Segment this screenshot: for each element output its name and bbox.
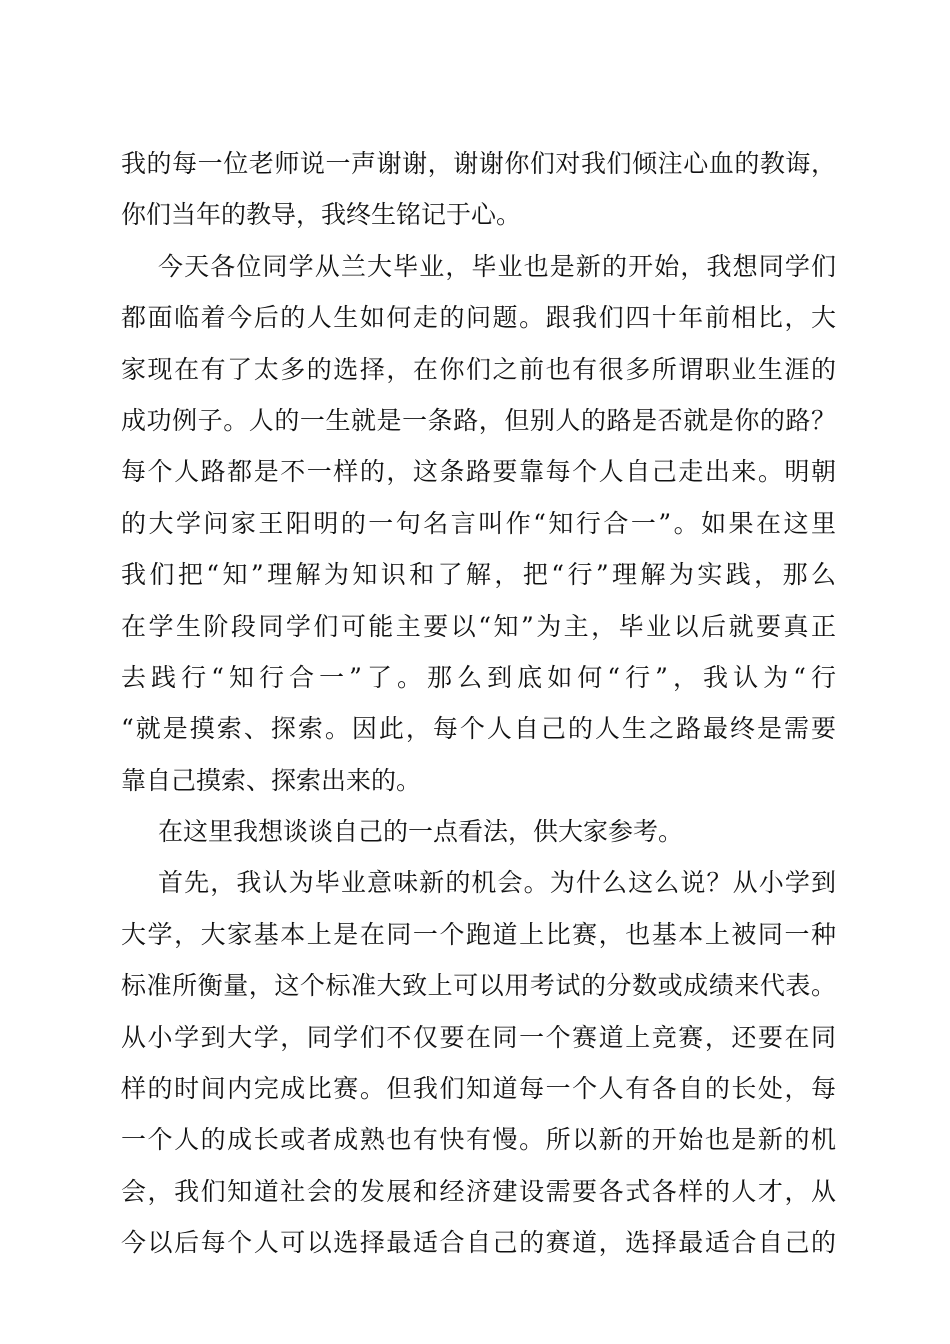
body-text <box>121 138 836 1269</box>
text-line: 成功例子。人的一生就是一条路，但别人的路是否就是你的路？ <box>121 405 836 435</box>
text-line: 标准所衡量，这个标准大致上可以用考试的分数或成绩来代表。 <box>121 971 836 1001</box>
text-line: 我们把“知”理解为知识和了解，把“行”理解为实践，那么 <box>121 560 836 590</box>
text-line: 今以后每个人可以选择最适合自己的赛道，选择最适合自己的 <box>121 1228 836 1258</box>
text-line: 去践行“知行合一”了。那么到底如何“行”，我认为“行 <box>121 662 836 692</box>
text-line: 我的每一位老师说一声谢谢，谢谢你们对我们倾注心血的教诲， <box>121 149 836 178</box>
text-line: 大学，大家基本上是在同一个跑道上比赛，也基本上被同一种 <box>121 919 836 949</box>
text-line: 每个人路都是不一样的，这条路要靠每个人自己走出来。明朝 <box>121 457 836 487</box>
paragraph-first-line: 首先，我认为毕业意味新的机会。为什么这么说？从小学到 <box>158 868 836 898</box>
text-line: 在学生阶段同学们可能主要以“知”为主，毕业以后就要真正 <box>121 611 836 641</box>
text-line: 的大学问家王阳明的一句名言叫作“知行合一”。如果在这里 <box>121 508 836 538</box>
paragraph-first-line: 在这里我想谈谈自己的一点看法，供大家参考。 <box>158 817 684 847</box>
text-line: 从小学到大学，同学们不仅要在同一个赛道上竞赛，还要在同 <box>121 1022 836 1052</box>
text-line: 一个人的成长或者成熟也有快有慢。所以新的开始也是新的机 <box>121 1125 836 1155</box>
text-line: 你们当年的教导，我终生铭记于心。 <box>121 200 522 230</box>
text-line: “就是摸索、探索。因此，每个人自己的人生之路最终是需要 <box>121 714 836 744</box>
text-line: 都面临着今后的人生如何走的问题。跟我们四十年前相比，大 <box>121 303 836 333</box>
text-line: 会，我们知道社会的发展和经济建设需要各式各样的人才，从 <box>121 1176 836 1206</box>
text-line: 样的时间内完成比赛。但我们知道每一个人有各自的长处，每 <box>121 1074 836 1104</box>
text-line: 靠自己摸索、探索出来的。 <box>121 765 422 795</box>
paragraph-first-line: 今天各位同学从兰大毕业，毕业也是新的开始，我想同学们 <box>158 251 836 281</box>
text-line: 家现在有了太多的选择，在你们之前也有很多所谓职业生涯的 <box>121 354 836 384</box>
